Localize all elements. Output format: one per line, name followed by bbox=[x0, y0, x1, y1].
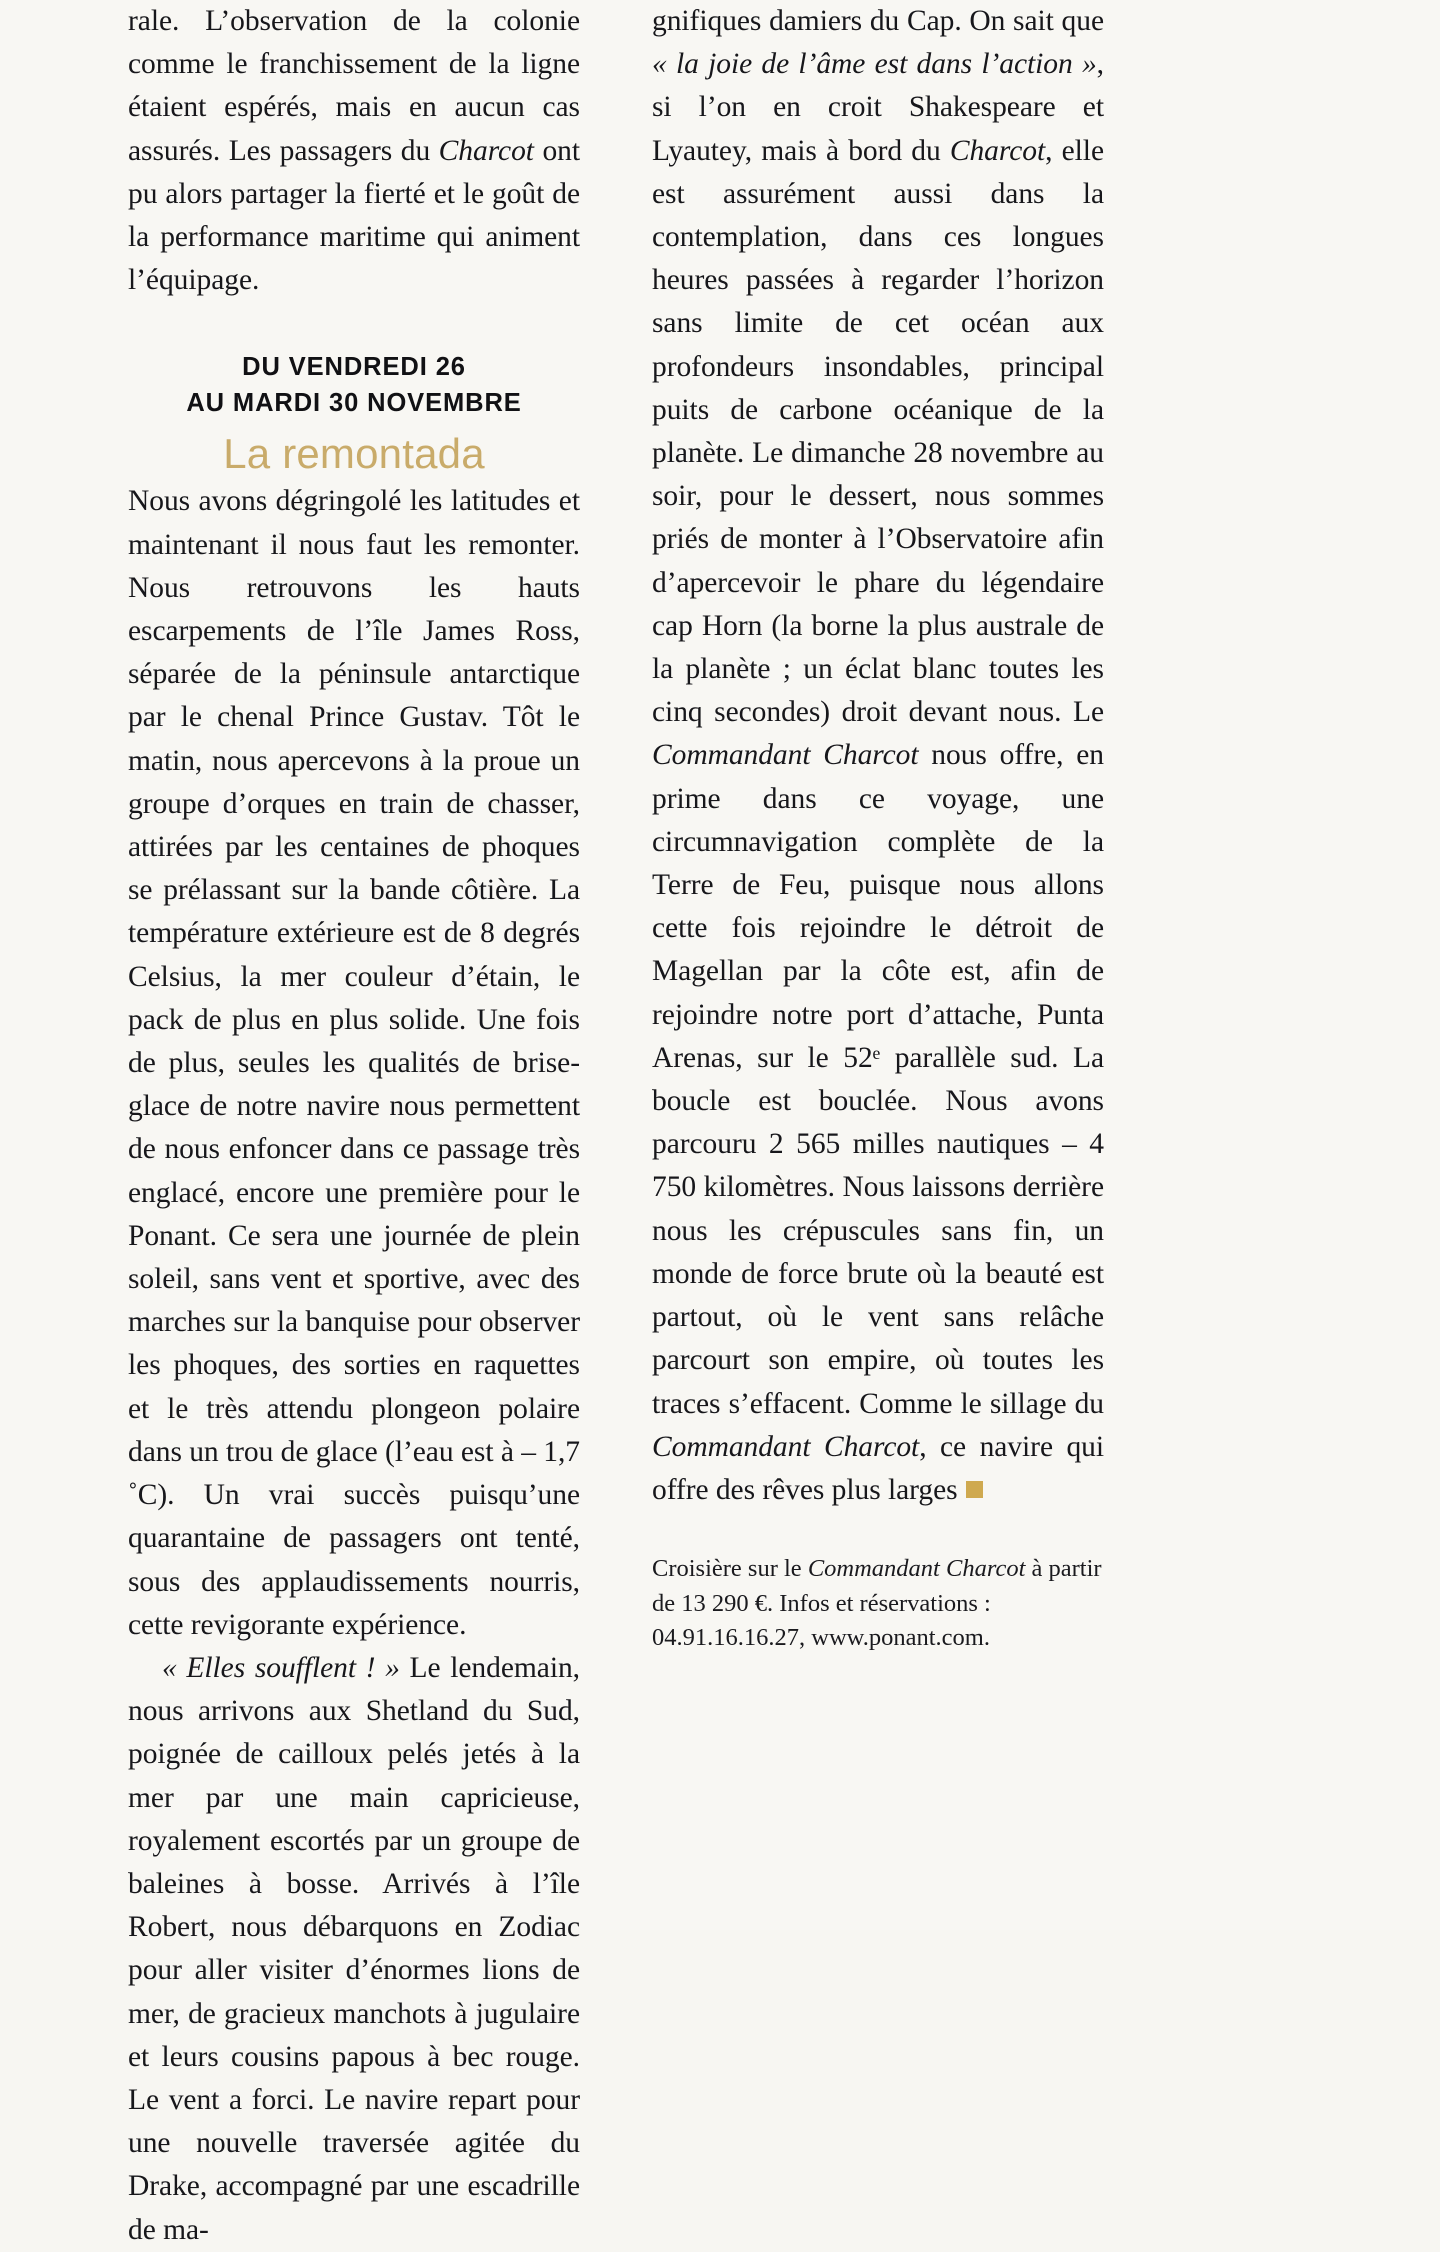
right-text-c: , elle est assurément aussi dans la contemplation, dans ces longues heures passées à regarder l’horizon sans limite de cet océan aux profondeurs insondables, principal puits de carbone océanique de la planète. Le dimanche 28 novembre au soir, pour le dessert, nous sommes priés de monter à l’Observatoire afin d’apercevoir le phare du légendaire cap Horn (la borne la plus australe de la planète ; un éclat blanc toutes les cinq secondes) droit devant nous. Le bbox=[652, 134, 1104, 729]
quote-joie-de-lame-italic: « la joie de l’âme est dans l’action » bbox=[652, 48, 1097, 81]
heading-kicker-line-1: DU VENDREDI 26 bbox=[242, 353, 466, 382]
credits-block bbox=[652, 1552, 1104, 1656]
left-continued-text-b: ont pu alors partager la fierté et le goût de la performance maritime qui animent l’équipage. bbox=[128, 134, 580, 297]
right-text-b: , si l’on en croit Shakespeare et Lyautey, mais à bord du bbox=[652, 48, 1104, 167]
right-column bbox=[652, 0, 1104, 1656]
credits-line-1-prefix: Croisière sur le bbox=[652, 1555, 808, 1583]
section-title: La remontada bbox=[223, 430, 485, 478]
left-column bbox=[128, 0, 580, 2252]
left-paragraph-2 bbox=[128, 1647, 580, 2252]
heading-kicker-line-2: AU MARDI 30 NOVEMBRE bbox=[186, 389, 522, 418]
left-continued-text-a: rale. L’observation de la colonie comme le franchissement de la ligne étaient espérés, mais en aucun cas assurés. Les passagers du bbox=[128, 5, 580, 167]
credits-ship-name-italic: Commandant Charcot bbox=[807, 1555, 1026, 1583]
two-column-layout bbox=[128, 0, 1318, 2246]
section-heading-block bbox=[128, 350, 580, 480]
right-text-e: , ce navire qui offre des rêves plus larges bbox=[652, 1430, 1105, 1506]
ship-name-charcot-italic-2: Charcot bbox=[949, 134, 1046, 167]
left-paragraph-2-text: Le lendemain, nous arrivons aux Shetland du Sud, poignée de cailloux pelés jetés à la mer par une main capricieuse, royalement escortés par un groupe de baleines à bosse. Arrivés à l’île Robert, nous débarquons en Zodiac pour aller visiter d’énormes lions de mer, de gracieux manchots à jugulaire et leurs cousins papous à bec rouge. Le vent a forci. Le navire repart pour une nouvelle traversée agitée du Drake, accompagné par une escadrille de ma- bbox=[128, 1651, 580, 2246]
ship-name-charcot-italic: Charcot bbox=[438, 134, 534, 167]
ship-name-commandant-charcot-italic: Commandant Charcot bbox=[652, 739, 919, 772]
ship-name-commandant-charcot-italic-2: Commandant Charcot bbox=[652, 1430, 920, 1463]
credits-line-2: à partir de 13 290 €. Infos et réservations : bbox=[652, 1555, 1102, 1617]
left-continued-paragraph bbox=[128, 0, 580, 302]
right-text-d: nous offre, en prime dans ce voyage, une circumnavigation complète de la Terre de Feu, puisque nous allons cette fois rejoindre le détroit de Magellan par la côte est, afin de rejoindre notre port d’attache, Punta Arenas, sur le 52ᵉ parallèle sud. La boucle est bouclée. Nous avons parcouru 2 565 milles nautiques – 4 750 kilomètres. Nous laissons derrière nous les crépuscules sans fin, un monde de force brute où la beauté est partout, où le vent sans relâche parcourt son empire, où toutes les traces s’effacent. Comme le sillage du bbox=[652, 739, 1104, 1420]
quote-elles-soufflent-italic: « Elles soufflent ! » bbox=[162, 1651, 400, 1684]
right-text-a: gnifiques damiers du Cap. On sait que bbox=[652, 5, 1104, 37]
right-paragraph-1 bbox=[652, 0, 1104, 1512]
end-of-article-square-icon bbox=[966, 1481, 983, 1498]
left-paragraph-1: Nous avons dégringolé les latitudes et maintenant il nous faut les remonter. Nous retrouvons les hauts escarpements de l’île James Ross, séparée de la péninsule antarctique par le chenal Prince Gustav. Tôt le matin, nous apercevons à la proue un groupe d’orques en train de chasser, attirées par les centaines de phoques se prélassant sur la bande côtière. La température extérieure est de 8 degrés Celsius, la mer couleur d’étain, le pack de plus en plus solide. Une fois de plus, seules les qualités de brise-glace de notre navire nous permettent de nous enfoncer dans ce passage très englacé, encore une première pour le Ponant. Ce sera une journée de plein soleil, sans vent et sportive, avec des marches sur la banquise pour observer les phoques, des sorties en raquettes et le très attendu plongeon polaire dans un trou de glace (l’eau est à – 1,7 ˚C). Un vrai succès puisqu’une quarantaine de passagers ont tenté, sous des applaudissements nourris, cette revigorante expérience. bbox=[128, 485, 580, 1641]
credits-line-3-contact: 04.91.16.16.27, www.ponant.com. bbox=[652, 1624, 990, 1652]
